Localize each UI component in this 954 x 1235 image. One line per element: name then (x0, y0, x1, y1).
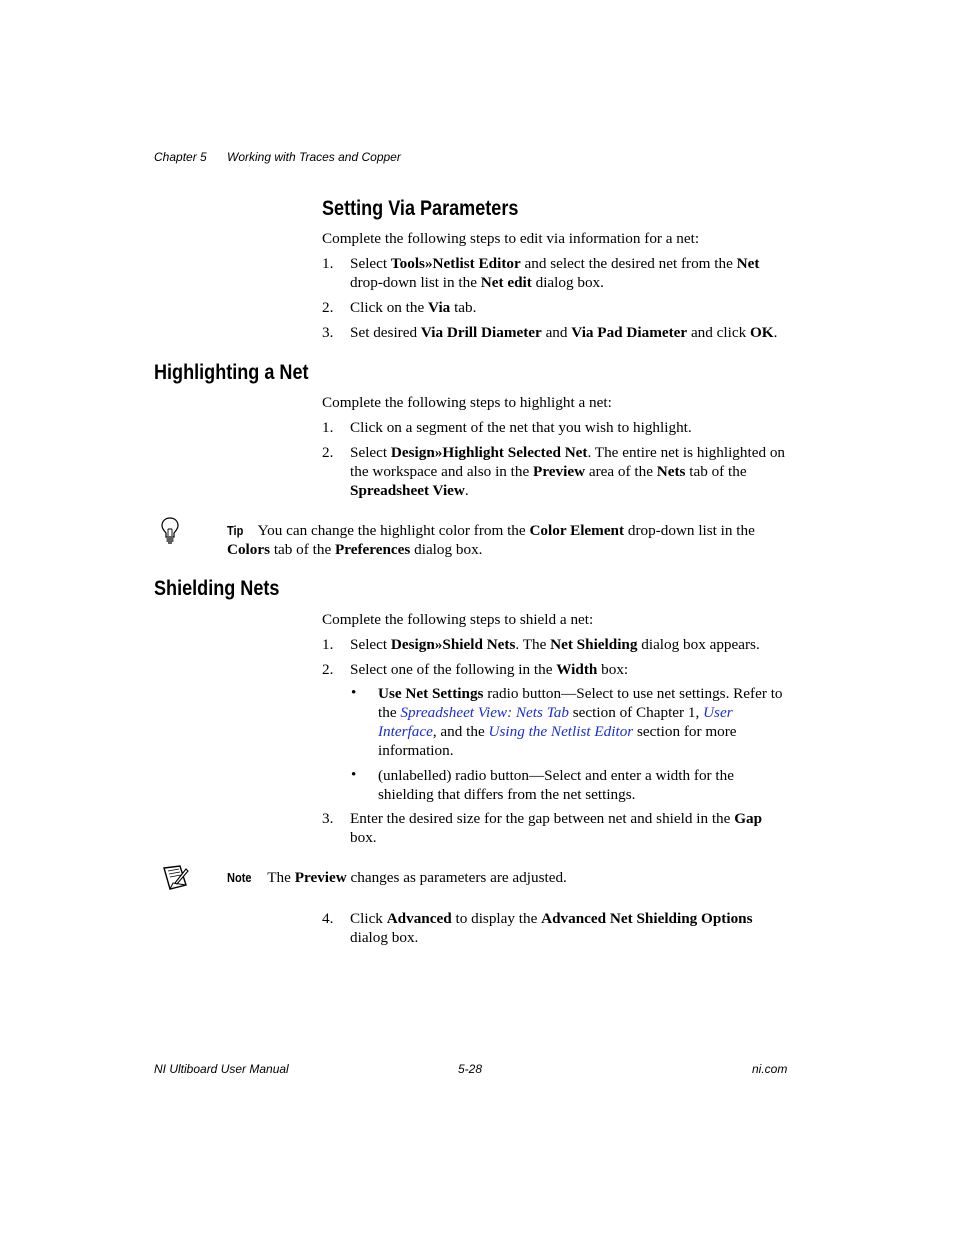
bullet: • (351, 684, 357, 701)
step-number: 2. (322, 299, 334, 316)
step-number: 4. (322, 910, 334, 927)
sec3-step-3: Enter the desired size for the gap between net and shield in the Gap box. (350, 810, 763, 846)
header-chapter: Chapter 5 (154, 150, 207, 164)
note-text: Note The Preview changes as parameters are adjusted. (227, 869, 567, 886)
link-using-the-netlist-editor[interactable]: Using the Netlist Editor (488, 723, 634, 740)
heading-shielding-nets: Shielding Nets (154, 577, 280, 600)
bullet-unlabelled: (unlabelled) radio button—Select and enter a width for the shielding that differs from the net settings. (378, 767, 734, 803)
bullet-use-net-settings: Use Net Settings radio button—Select to use net settings. Refer to the Spreadsheet View: Nets Tab section of Chapter 1, User Interface, and the Using the Netlist Editor section for more information. (378, 685, 783, 759)
lightbulb-icon (160, 516, 180, 546)
heading-setting-via-parameters: Setting Via Parameters (322, 197, 519, 220)
heading-highlighting-a-net: Highlighting a Net (154, 361, 309, 384)
sec2-step-2: Select Design»Highlight Selected Net. The entire net is highlighted on the workspace and also in the Preview area of the Nets tab of the Spreadsheet View. (350, 444, 786, 499)
sec1-step-2: Click on the Via tab. (350, 299, 477, 316)
step-number: 2. (322, 661, 334, 678)
sec3-intro: Complete the following steps to shield a net: (322, 611, 594, 628)
footer-manual: NI Ultiboard User Manual (154, 1062, 289, 1076)
footer-page-number: 5-28 (458, 1062, 483, 1076)
sec3-step-1: Select Design»Shield Nets. The Net Shielding dialog box appears. (350, 636, 760, 653)
tip-text: Tip You can change the highlight color from the Color Element drop-down list in the Colors tab of the Preferences dialog box. (227, 522, 755, 558)
sec2-step-1: Click on a segment of the net that you wish to highlight. (350, 419, 692, 436)
link-user-interface[interactable]: User Interface (378, 704, 733, 740)
bullet: • (351, 766, 357, 783)
footer-site[interactable]: ni.com (752, 1062, 788, 1076)
step-number: 1. (322, 636, 334, 653)
header-title: Working with Traces and Copper (227, 150, 401, 164)
sec1-intro: Complete the following steps to edit via information for a net: (322, 230, 700, 247)
step-number: 3. (322, 324, 334, 341)
link-spreadsheet-view-nets-tab[interactable]: Spreadsheet View: Nets Tab (400, 704, 569, 721)
step-number: 3. (322, 810, 334, 827)
note-pad-icon (161, 863, 191, 893)
sec3-step-2: Select one of the following in the Width box: (350, 661, 629, 678)
note-label: Note (227, 870, 252, 885)
step-number: 1. (322, 255, 334, 272)
step-number: 2. (322, 444, 334, 461)
tip-label: Tip (227, 523, 244, 538)
sec3-step-4: Click Advanced to display the Advanced Net Shielding Options dialog box. (350, 910, 753, 946)
sec1-step-1: Select Tools»Netlist Editor and select the desired net from the Net drop-down list in the Net edit dialog box. (350, 255, 760, 291)
step-number: 1. (322, 419, 334, 436)
sec1-step-3: Set desired Via Drill Diameter and Via Pad Diameter and click OK. (350, 324, 778, 341)
sec2-intro: Complete the following steps to highlight a net: (322, 394, 612, 411)
